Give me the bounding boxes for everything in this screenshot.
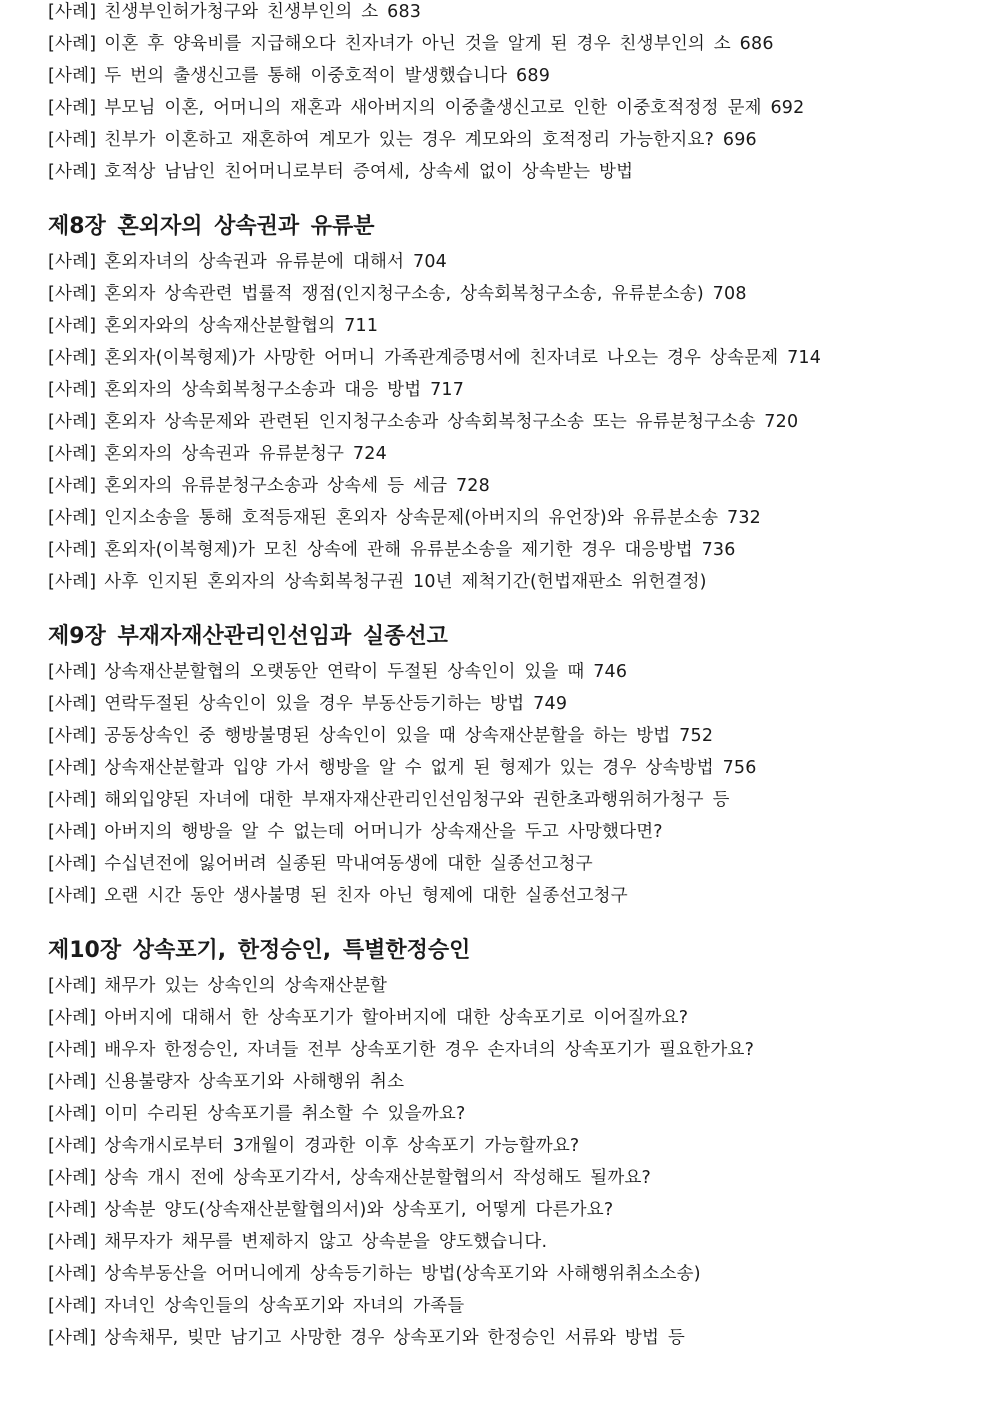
list-item bbox=[48, 282, 978, 314]
case-title: 공동상속인 중 행방불명된 상속인이 있을 때 상속재산분할을 하는 방법 752 bbox=[104, 726, 714, 746]
list-item bbox=[48, 974, 978, 1006]
case-tag: [사례] bbox=[48, 1264, 97, 1284]
list-item bbox=[48, 378, 978, 410]
case-title: 친부가 이혼하고 재혼하여 계모가 있는 경우 계모와의 호적정리 가능한지요? 696 bbox=[104, 130, 757, 150]
list-item bbox=[48, 1102, 978, 1134]
list-item bbox=[48, 64, 978, 96]
list-item bbox=[48, 32, 978, 64]
case-title: 두 번의 출생신고를 통해 이중호적이 발생했습니다 689 bbox=[104, 66, 551, 86]
list-item bbox=[48, 250, 978, 282]
list-item bbox=[48, 506, 978, 538]
case-title: 신용불량자 상속포기와 사해행위 취소 bbox=[104, 1072, 405, 1092]
case-title: 친생부인허가청구와 친생부인의 소 683 bbox=[104, 2, 422, 22]
case-tag: [사례] bbox=[48, 1104, 97, 1124]
list-item bbox=[48, 314, 978, 346]
case-title: 오랜 시간 동안 생사불명 된 친자 아닌 형제에 대한 실종선고청구 bbox=[104, 886, 628, 906]
list-item bbox=[48, 570, 978, 602]
intro-section bbox=[48, 0, 978, 192]
case-title: 혼외자의 상속권과 유류분청구 724 bbox=[104, 444, 387, 464]
list-item bbox=[48, 128, 978, 160]
list-item bbox=[48, 852, 978, 884]
case-title: 상속분 양도(상속재산분할협의서)와 상속포기, 어떻게 다른가요? bbox=[104, 1200, 614, 1220]
list-item bbox=[48, 1326, 978, 1358]
list-item bbox=[48, 788, 978, 820]
case-tag: [사례] bbox=[48, 508, 97, 528]
case-title: 채무자가 채무를 변제하지 않고 상속분을 양도했습니다. bbox=[104, 1232, 548, 1252]
case-tag: [사례] bbox=[48, 412, 97, 432]
case-tag: [사례] bbox=[48, 1168, 97, 1188]
case-title: 연락두절된 상속인이 있을 경우 부동산등기하는 방법 749 bbox=[104, 694, 568, 714]
case-tag: [사례] bbox=[48, 1328, 97, 1348]
chapter-title: 제8장 혼외자의 상속권과 유류분 bbox=[48, 214, 375, 239]
case-tag: [사례] bbox=[48, 1200, 97, 1220]
case-tag: [사례] bbox=[48, 252, 97, 272]
case-tag: [사례] bbox=[48, 444, 97, 464]
list-item bbox=[48, 160, 978, 192]
case-tag: [사례] bbox=[48, 976, 97, 996]
case-title: 상속 개시 전에 상속포기각서, 상속재산분할협의서 작성해도 될까요? bbox=[104, 1168, 652, 1188]
case-title: 상속재산분할과 입양 가서 행방을 알 수 없게 된 형제가 있는 경우 상속방법 756 bbox=[104, 758, 757, 778]
case-title: 혼외자의 유류분청구소송과 상속세 등 세금 728 bbox=[104, 476, 490, 496]
case-title: 해외입양된 자녀에 대한 부재자재산관리인선임청구와 권한초과행위허가청구 등 bbox=[104, 790, 730, 810]
case-title: 상속개시로부터 3개월이 경과한 이후 상속포기 가능할까요? bbox=[104, 1136, 580, 1156]
case-title: 자녀인 상속인들의 상속포기와 자녀의 가족들 bbox=[104, 1296, 465, 1316]
case-tag: [사례] bbox=[48, 1232, 97, 1252]
case-title: 수십년전에 잃어버려 실종된 막내여동생에 대한 실종선고청구 bbox=[104, 854, 593, 874]
case-tag: [사례] bbox=[48, 726, 97, 746]
list-item bbox=[48, 820, 978, 852]
chapter-title: 제10장 상속포기, 한정승인, 특별한정승인 bbox=[48, 938, 471, 963]
case-tag: [사례] bbox=[48, 822, 97, 842]
case-tag: [사례] bbox=[48, 348, 97, 368]
case-tag: [사례] bbox=[48, 854, 97, 874]
case-title: 혼외자 상속관련 법률적 쟁점(인지청구소송, 상속회복청구소송, 유류분소송) 708 bbox=[104, 284, 747, 304]
chapter-8-section bbox=[48, 212, 978, 602]
case-title: 부모님 이혼, 어머니의 재혼과 새아버지의 이중출생신고로 인한 이중호적정정 문제 692 bbox=[104, 98, 805, 118]
list-item bbox=[48, 660, 978, 692]
case-title: 상속부동산을 어머니에게 상속등기하는 방법(상속포기와 사해행위취소소송) bbox=[104, 1264, 701, 1284]
list-item bbox=[48, 1198, 978, 1230]
case-title: 아버지에 대해서 한 상속포기가 할아버지에 대한 상속포기로 이어질까요? bbox=[104, 1008, 689, 1028]
case-tag: [사례] bbox=[48, 380, 97, 400]
case-tag: [사례] bbox=[48, 662, 97, 682]
list-item bbox=[48, 1230, 978, 1262]
case-tag: [사례] bbox=[48, 66, 97, 86]
case-title: 혼외자 상속문제와 관련된 인지청구소송과 상속회복청구소송 또는 유류분청구소송 720 bbox=[104, 412, 799, 432]
list-item bbox=[48, 692, 978, 724]
list-item bbox=[48, 1006, 978, 1038]
chapter-10-section bbox=[48, 936, 978, 1358]
list-item bbox=[48, 96, 978, 128]
list-item bbox=[48, 1166, 978, 1198]
list-item bbox=[48, 442, 978, 474]
list-item bbox=[48, 474, 978, 506]
list-item bbox=[48, 884, 978, 916]
case-tag: [사례] bbox=[48, 1296, 97, 1316]
chapter-title: 제9장 부재자재산관리인선임과 실종선고 bbox=[48, 624, 448, 649]
case-title: 이혼 후 양육비를 지급해오다 친자녀가 아닌 것을 알게 된 경우 친생부인의 소 686 bbox=[104, 34, 774, 54]
list-item bbox=[48, 1134, 978, 1166]
case-title: 호적상 남남인 친어머니로부터 증여세, 상속세 없이 상속받는 방법 bbox=[104, 162, 634, 182]
case-title: 상속재산분할협의 오랫동안 연락이 두절된 상속인이 있을 때 746 bbox=[104, 662, 628, 682]
case-title: 혼외자의 상속회복청구소송과 대응 방법 717 bbox=[104, 380, 465, 400]
case-title: 배우자 한정승인, 자녀들 전부 상속포기한 경우 손자녀의 상속포기가 필요한가요? bbox=[104, 1040, 755, 1060]
case-tag: [사례] bbox=[48, 1072, 97, 1092]
case-title: 채무가 있는 상속인의 상속재산분할 bbox=[104, 976, 388, 996]
case-tag: [사례] bbox=[48, 790, 97, 810]
case-title: 상속채무, 빚만 남기고 사망한 경우 상속포기와 한정승인 서류와 방법 등 bbox=[104, 1328, 685, 1348]
list-item bbox=[48, 0, 978, 32]
list-item bbox=[48, 756, 978, 788]
case-title: 인지소송을 통해 호적등재된 혼외자 상속문제(아버지의 유언장)와 유류분소송 732 bbox=[104, 508, 762, 528]
case-tag: [사례] bbox=[48, 284, 97, 304]
case-title: 이미 수리된 상속포기를 취소할 수 있을까요? bbox=[104, 1104, 466, 1124]
list-item bbox=[48, 1070, 978, 1102]
case-title: 혼외자(이복형제)가 모친 상속에 관해 유류분소송을 제기한 경우 대응방법 736 bbox=[104, 540, 736, 560]
case-tag: [사례] bbox=[48, 694, 97, 714]
case-tag: [사례] bbox=[48, 1008, 97, 1028]
case-title: 아버지의 행방을 알 수 없는데 어머니가 상속재산을 두고 사망했다면? bbox=[104, 822, 663, 842]
case-title: 혼외자(이복형제)가 사망한 어머니 가족관계증명서에 친자녀로 나오는 경우 상속문제 714 bbox=[104, 348, 822, 368]
case-tag: [사례] bbox=[48, 2, 97, 22]
case-title: 혼외자와의 상속재산분할협의 711 bbox=[104, 316, 379, 336]
chapter-9-section bbox=[48, 622, 978, 916]
case-tag: [사례] bbox=[48, 572, 97, 592]
case-title: 혼외자녀의 상속권과 유류분에 대해서 704 bbox=[104, 252, 447, 272]
list-item bbox=[48, 1294, 978, 1326]
case-title: 사후 인지된 혼외자의 상속회복청구권 10년 제척기간(헌법재판소 위헌결정) bbox=[104, 572, 707, 592]
case-tag: [사례] bbox=[48, 886, 97, 906]
list-item bbox=[48, 538, 978, 570]
case-tag: [사례] bbox=[48, 34, 97, 54]
case-tag: [사례] bbox=[48, 476, 97, 496]
case-tag: [사례] bbox=[48, 758, 97, 778]
list-item bbox=[48, 724, 978, 756]
list-item bbox=[48, 1038, 978, 1070]
document-page bbox=[48, 0, 978, 1358]
list-item bbox=[48, 1262, 978, 1294]
case-tag: [사례] bbox=[48, 540, 97, 560]
case-tag: [사례] bbox=[48, 1136, 97, 1156]
list-item bbox=[48, 346, 978, 378]
list-item bbox=[48, 410, 978, 442]
case-tag: [사례] bbox=[48, 98, 97, 118]
case-tag: [사례] bbox=[48, 316, 97, 336]
case-tag: [사례] bbox=[48, 130, 97, 150]
case-tag: [사례] bbox=[48, 1040, 97, 1060]
case-tag: [사례] bbox=[48, 162, 97, 182]
